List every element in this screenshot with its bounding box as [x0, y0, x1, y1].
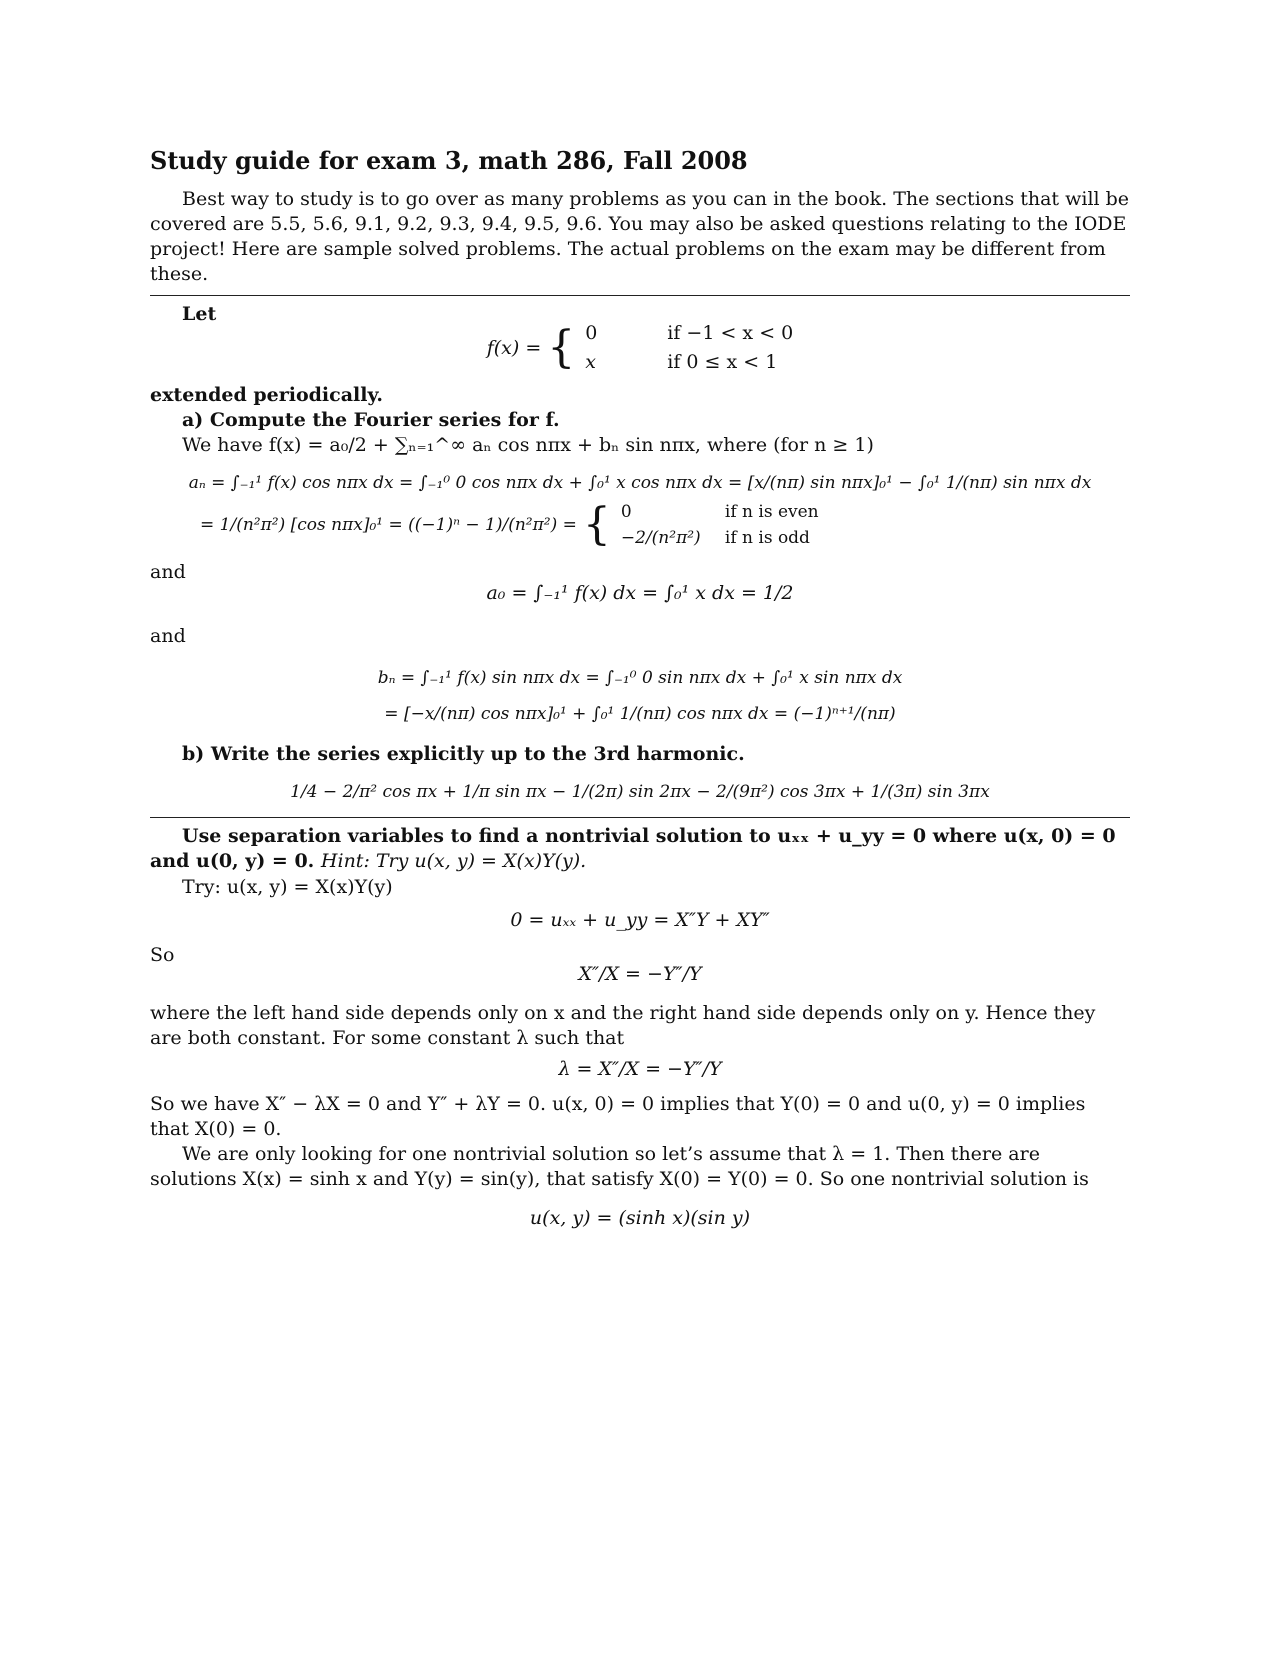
bn-equation-line1	[150, 667, 1130, 689]
problem2-statement	[150, 824, 1130, 874]
brace: {	[547, 322, 576, 374]
an-case2-value: −2/(n²π²)	[620, 528, 701, 549]
let-label: Let	[182, 302, 217, 325]
an-case1-condition: if n is even	[724, 501, 819, 522]
so-label: So	[150, 943, 175, 966]
eq3-expression: λ = X″/X = −Y″/Y	[558, 1058, 722, 1081]
case1-value: 0	[585, 322, 598, 345]
eq1-expression: 0 = uₓₓ + u_yy = X″Y + XY″	[510, 908, 770, 931]
problem2-hint: Hint: Try u(x, y) = X(x)Y(y).	[320, 850, 587, 873]
brace: {	[582, 499, 611, 551]
case2-condition: if 0 ≤ x < 1	[667, 351, 778, 374]
intro-paragraph: Best way to study is to go over as many problems as you can in the book. The sections that will be covered are 5.5, 5.6, 9.1, 9.2, 9.3, 9.4, 9.5, 9.6. You may also be asked questions relating to the IODE project! Here are sample solved problems. The actual problems on the exam may be different from these.	[150, 187, 1130, 285]
bn-line2: = [−x/(nπ) cos nπx]₀¹ + ∫₀¹ 1/(nπ) cos nπx dx = (−1)ⁿ⁺¹/(nπ)	[384, 704, 896, 725]
an-cases	[621, 501, 819, 550]
solution-expression: u(x, y) = (sinh x)(sin y)	[529, 1207, 751, 1230]
an-case1-value: 0	[620, 501, 632, 522]
assume-paragraph: We are only looking for one nontrivial solution so let’s assume that λ = 1. Then there are solutions X(x) = sinh x and Y(y) = sin(y), that satisfy X(0) = Y(0) = 0. So one nontrivial solution is	[150, 1143, 1089, 1191]
a0-equation	[150, 581, 1130, 606]
part-a-heading: a) Compute the Fourier series for f.	[182, 409, 560, 432]
solution-equation	[150, 1206, 1130, 1231]
so-we-have-paragraph: So we have X″ − λX = 0 and Y″ + λY = 0. u(x, 0) = 0 implies that Y(0) = 0 and u(0, y) = 0 implies that X(0) = 0.	[150, 1093, 1086, 1141]
series-expansion: 1/4 − 2/π² cos πx + 1/π sin πx − 1/(2π) sin 2πx − 2/(9π²) cos 3πx + 1/(3π) sin 3πx	[290, 781, 990, 802]
and-label-1: and	[150, 560, 186, 583]
part-b-heading: b) Write the series explicitly up to the 3rd harmonic.	[182, 742, 745, 765]
try-line: Try: u(x, y) = X(x)Y(y)	[182, 875, 393, 898]
divider	[150, 295, 1130, 296]
case2-value: x	[585, 351, 596, 374]
series-equation	[150, 781, 1130, 803]
f-def-lhs: f(x) =	[486, 336, 542, 359]
bn-line1: bₙ = ∫₋₁¹ f(x) sin nπx dx = ∫₋₁⁰ 0 sin nπx dx + ∫₀¹ x sin nπx dx	[377, 668, 903, 688]
f-cases	[585, 321, 793, 375]
an-line2: = 1/(n²π²) [cos nπx]₀¹ = ((−1)ⁿ − 1)/(n²π²) =	[200, 515, 577, 536]
an-case2-condition: if n is odd	[724, 528, 810, 549]
eq3	[150, 1057, 1130, 1082]
f-definition	[150, 321, 1130, 375]
and-label-2: and	[150, 624, 186, 647]
eq1	[150, 908, 1130, 933]
an-equation-line2	[200, 501, 1130, 550]
a0-line: a₀ = ∫₋₁¹ f(x) dx = ∫₀¹ x dx = 1/2	[486, 581, 794, 604]
fourier-form: We have f(x) = a₀/2 + ∑ₙ₌₁^∞ aₙ cos nπx + bₙ sin nπx, where (for n ≥ 1)	[182, 434, 874, 457]
problem2-text: Use separation variables to find a nontrivial solution to uₓₓ + u_yy = 0 where u(x, 0) = 0 and u(0, y) = 0.	[150, 825, 1116, 873]
an-equation-line1	[150, 472, 1130, 494]
page-title: Study guide for exam 3, math 286, Fall 2008	[150, 146, 748, 175]
an-line1: aₙ = ∫₋₁¹ f(x) cos nπx dx = ∫₋₁⁰ 0 cos nπx dx + ∫₀¹ x cos nπx dx = [x/(nπ) sin nπx]₀¹ − ∫₀¹ 1/(nπ) sin nπx dx	[188, 473, 1092, 494]
case1-condition: if −1 < x < 0	[667, 322, 794, 345]
document-page	[150, 145, 1130, 1237]
eq2-expression: X″/X = −Y″/Y	[578, 962, 702, 985]
eq2	[150, 962, 1130, 987]
bn-equation-line2	[150, 703, 1130, 725]
extended-label: extended periodically.	[150, 384, 383, 407]
where-paragraph: where the left hand side depends only on x and the right hand side depends only on y. Hence they are both constant. For some constant λ such that	[150, 1001, 1096, 1049]
divider	[150, 817, 1130, 818]
